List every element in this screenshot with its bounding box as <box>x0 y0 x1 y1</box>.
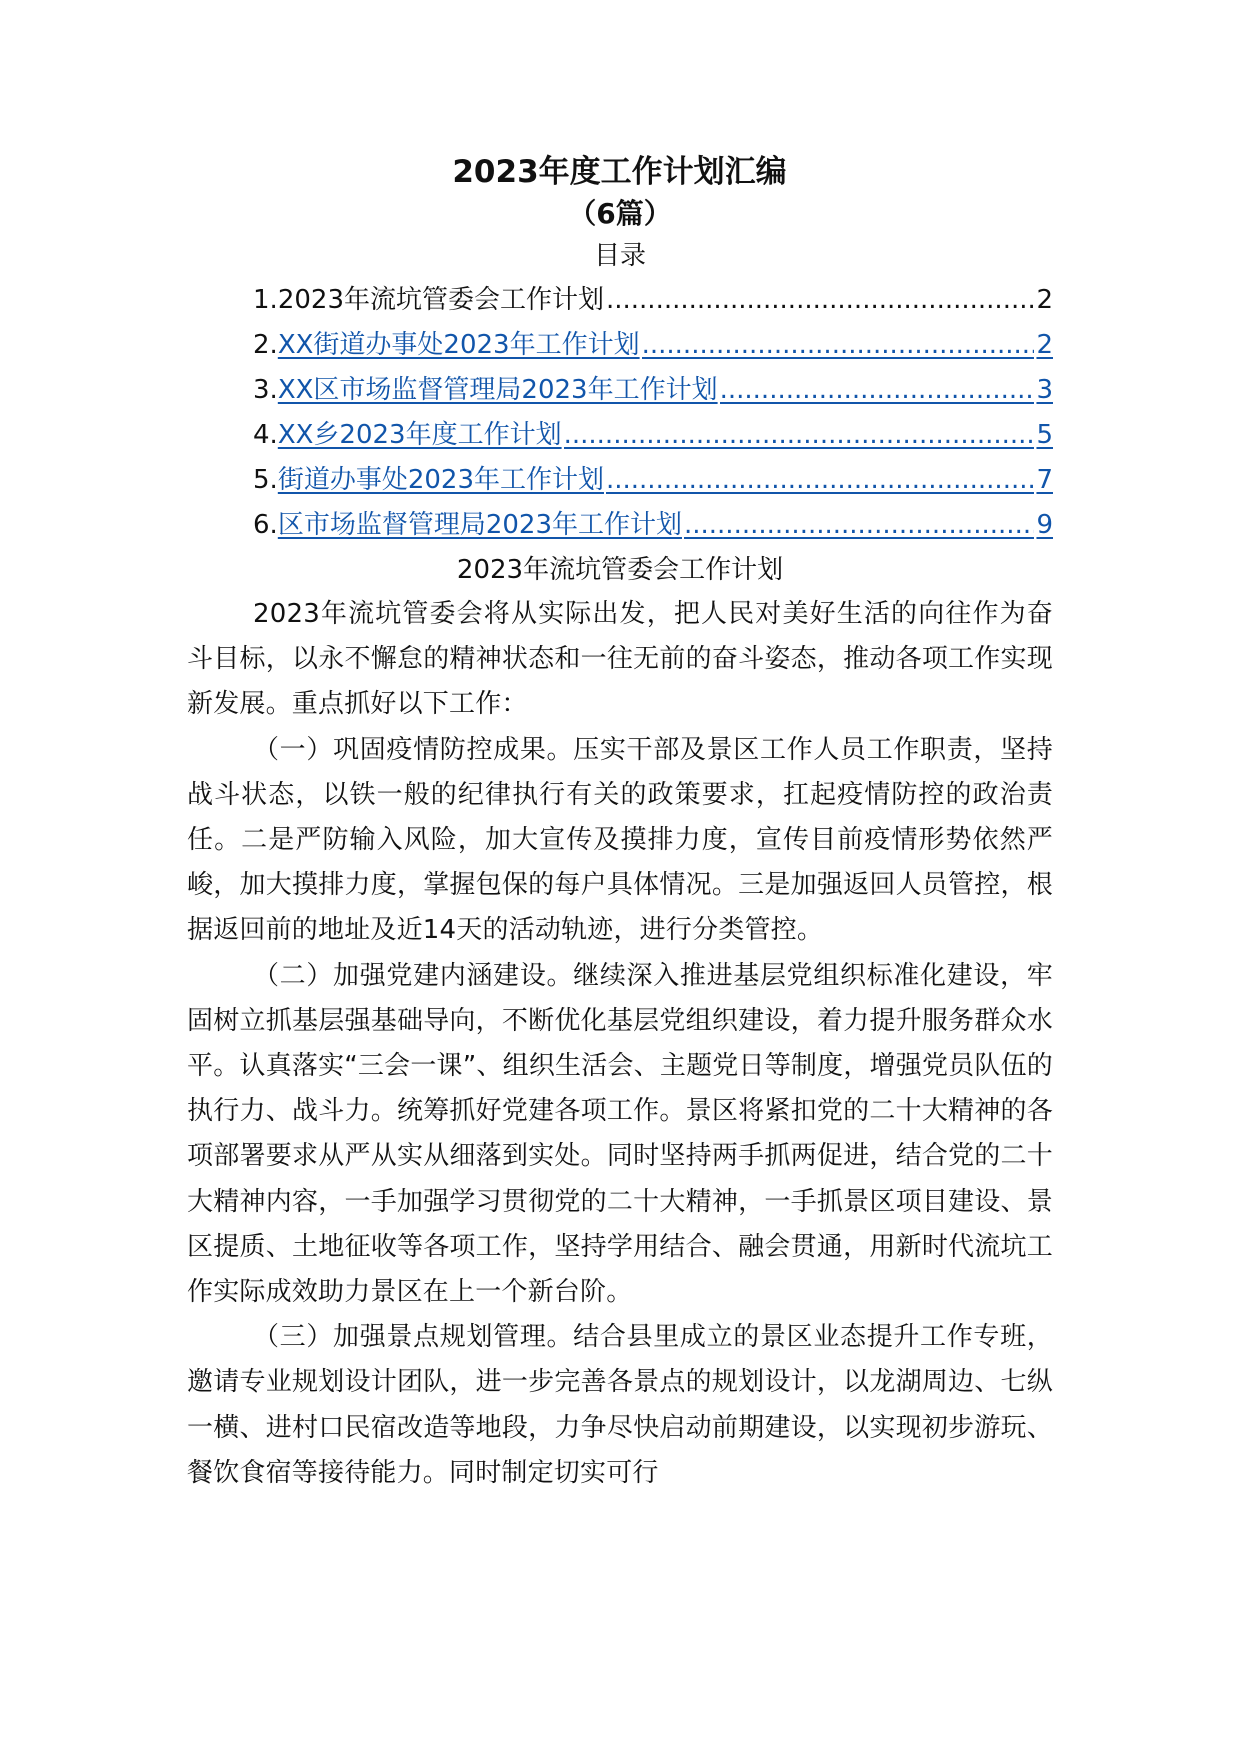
toc-dot-leader <box>606 278 1034 323</box>
toc-page-number[interactable]: 3 <box>1036 375 1053 405</box>
toc-dot-leader <box>606 458 1034 503</box>
toc-item-number: 2. <box>253 330 278 360</box>
toc-item-number: 6. <box>253 510 278 540</box>
toc-item-link[interactable]: XX街道办事处2023年工作计划 <box>277 330 640 360</box>
toc-item-link[interactable]: XX乡2023年度工作计划 <box>277 420 562 450</box>
toc-heading: 目录 <box>593 241 646 271</box>
toc-page-number[interactable]: 2 <box>1036 330 1053 360</box>
document-subtitle: （6篇） <box>568 197 672 230</box>
toc-dot-leader <box>564 413 1035 458</box>
toc-item-4[interactable] <box>253 413 1053 458</box>
toc-item-number: 1. <box>253 285 278 315</box>
toc-dot-leader <box>720 368 1035 413</box>
toc-item-number: 4. <box>253 420 278 450</box>
body-paragraph: （二）加强党建内涵建设。继续深入推进基层党组织标准化建设，牢固树立抓基层强基础导向，不断优化基层党组织建设，着力提升服务群众水平。认真落实“三会一课”、组织生活会、主题党日等制度，增强党员队伍的执行力、战斗力。统筹抓好党建各项工作。景区将紧扣党的二十大精神的各项部署要求从严从实从细落到实处。同时坚持两手抓两促进，结合党的二十大精神内容，一手加强学习贯彻党的二十大精神，一手抓景区项目建设、景区提质、土地征收等各项工作，坚持学用结合、融会贯通，用新时代流坑工作实际成效助力景区在上一个新台阶。 <box>187 960 1053 1308</box>
toc-item-number: 5. <box>253 465 278 495</box>
toc-page-number[interactable]: 7 <box>1036 465 1053 495</box>
toc-item-2[interactable] <box>253 323 1053 368</box>
toc-item-5[interactable] <box>253 458 1053 503</box>
toc-page-number: 2 <box>1036 285 1053 315</box>
toc-item-link[interactable]: XX区市场监督管理局2023年工作计划 <box>277 375 718 405</box>
toc-item-1[interactable] <box>253 278 1053 323</box>
toc-dot-leader <box>642 323 1035 368</box>
toc-item-link[interactable]: 2023年流坑管委会工作计划 <box>277 285 604 315</box>
toc-item-3[interactable] <box>253 368 1053 413</box>
toc-item-link[interactable]: 街道办事处2023年工作计划 <box>277 465 604 495</box>
toc-page-number[interactable]: 9 <box>1036 510 1053 540</box>
document-page <box>187 150 1053 1496</box>
document-title: 2023年度工作计划汇编 <box>452 154 787 190</box>
toc-item-link[interactable]: 区市场监督管理局2023年工作计划 <box>277 510 682 540</box>
toc-item-6[interactable] <box>253 503 1053 548</box>
body-paragraph: （三）加强景点规划管理。结合县里成立的景区业态提升工作专班，邀请专业规划设计团队，进一步完善各景点的规划设计，以龙湖周边、七纵一横、进村口民宿改造等地段，力争尽快启动前期建设，以实现初步游玩、餐饮食宿等接待能力。同时制定切实可行 <box>187 1322 1053 1488</box>
toc-dot-leader <box>684 503 1034 548</box>
toc-page-number[interactable]: 5 <box>1036 420 1053 450</box>
body-paragraph: 2023年流坑管委会将从实际出发，把人民对美好生活的向往作为奋斗目标，以永不懈怠的精神状态和一往无前的奋斗姿态，推动各项工作实现新发展。重点抓好以下工作： <box>187 599 1053 720</box>
table-of-contents <box>187 278 1053 548</box>
toc-item-number: 3. <box>253 375 278 405</box>
body-paragraph: （一）巩固疫情防控成果。压实干部及景区工作人员工作职责，坚持战斗状态，以铁一般的纪律执行有关的政策要求，扛起疫情防控的政治责任。二是严防输入风险，加大宣传及摸排力度，宣传目前疫情形势依然严峻，加大摸排力度，掌握包保的每户具体情况。三是加强返回人员管控，根据返回前的地址及近14天的活动轨迹，进行分类管控。 <box>187 734 1053 946</box>
section-title: 2023年流坑管委会工作计划 <box>456 555 784 585</box>
